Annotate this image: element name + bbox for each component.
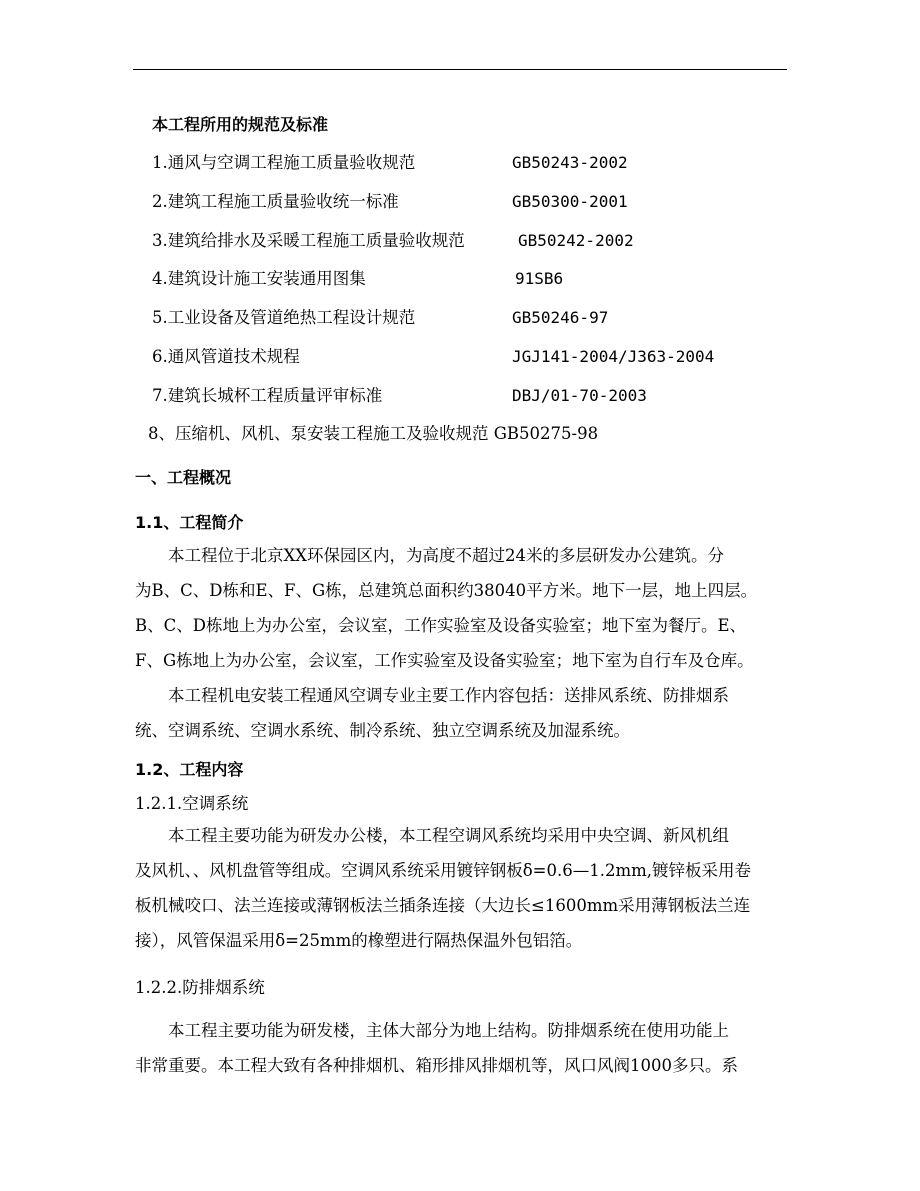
standard-item-3-name: 3.建筑给排水及采暖工程施工质量验收规范 xyxy=(152,231,465,250)
standard-item-3-code: GB50242-2002 xyxy=(518,231,634,250)
section-1-2-title: 1.2、工程内容 xyxy=(135,760,244,779)
standard-item-6-name: 6.通风管道技术规程 xyxy=(152,347,300,366)
header-rule xyxy=(133,69,787,70)
standards-heading: 本工程所用的规范及标准 xyxy=(152,115,329,134)
standard-item-4-name: 4.建筑设计施工安装通用图集 xyxy=(152,269,366,288)
section-1-1-title: 1.1、工程简介 xyxy=(135,513,244,532)
project-intro-paragraph xyxy=(135,538,791,678)
standard-item-2-name: 2.建筑工程施工质量验收统一标准 xyxy=(152,192,399,211)
scope-paragraph xyxy=(135,678,791,748)
standard-item-7-code: DBJ/01-70-2003 xyxy=(512,386,647,405)
paragraph-line: 及风机、、风机盘管等组成。空调风系统采用镀锌钢板δ=0.6—1.2mm,镀锌板采用卷 xyxy=(135,861,752,880)
paragraph-line: 本工程主要功能为研发办公楼，本工程空调风系统均采用中央空调、新风机组 xyxy=(135,826,729,845)
paragraph-line: 板机械咬口、法兰连接或薄钢板法兰插条连接（大边长≤1600mm采用薄钢板法兰连 xyxy=(135,896,751,915)
standard-item-5-name: 5.工业设备及管道绝热工程设计规范 xyxy=(152,308,416,327)
standard-item-5-code: GB50246-97 xyxy=(512,308,609,327)
paragraph-line: 统、空调系统、空调水系统、制冷系统、独立空调系统及加湿系统。 xyxy=(135,721,630,740)
ac-system-paragraph xyxy=(135,818,791,958)
paragraph-line: F、G栋地上为办公室，会议室，工作实验室及设备实验室；地下室为自行车及仓库。 xyxy=(135,651,754,670)
paragraph-line: 为B、C、D栋和E、F、G栋，总建筑总面积约38040平方米。地下一层，地上四层。 xyxy=(135,581,758,600)
section-1-title: 一、工程概况 xyxy=(135,468,232,487)
standard-item-1-code: GB50243-2002 xyxy=(512,153,628,172)
standard-item-2-code: GB50300-2001 xyxy=(512,192,628,211)
standard-item-4-code: 91SB6 xyxy=(515,269,564,288)
section-1-2-1-title: 1.2.1.空调系统 xyxy=(135,794,249,813)
standard-item-6-code: JGJ141-2004/J363-2004 xyxy=(512,347,715,366)
paragraph-line: B、C、D栋地上为办公室，会议室，工作实验室及设备实验室；地下室为餐厅。E、 xyxy=(135,616,747,635)
standard-item-7-name: 7.建筑长城杯工程质量评审标准 xyxy=(152,386,383,405)
paragraph-line: 本工程主要功能为研发楼，主体大部分为地上结构。防排烟系统在使用功能上 xyxy=(135,1021,729,1040)
smoke-system-paragraph xyxy=(135,1013,791,1083)
paragraph-line: 本工程位于北京XX环保园区内，为高度不超过24米的多层研发办公建筑。分 xyxy=(135,546,724,565)
paragraph-line: 接），风管保温采用δ=25mm的橡塑进行隔热保温外包铝箔。 xyxy=(135,931,583,950)
standard-item-8-name: 8、压缩机、风机、泵安装工程施工及验收规范 GB50275-98 xyxy=(148,424,599,443)
paragraph-line: 非常重要。本工程大致有各种排烟机、箱形排风排烟机等，风口风阀1000多只。系 xyxy=(135,1056,738,1075)
standard-item-1-name: 1.通风与空调工程施工质量验收规范 xyxy=(152,153,416,172)
section-1-2-2-title: 1.2.2.防排烟系统 xyxy=(135,978,265,997)
paragraph-line: 本工程机电安装工程通风空调专业主要工作内容包括：送排风系统、防排烟系 xyxy=(135,686,729,705)
